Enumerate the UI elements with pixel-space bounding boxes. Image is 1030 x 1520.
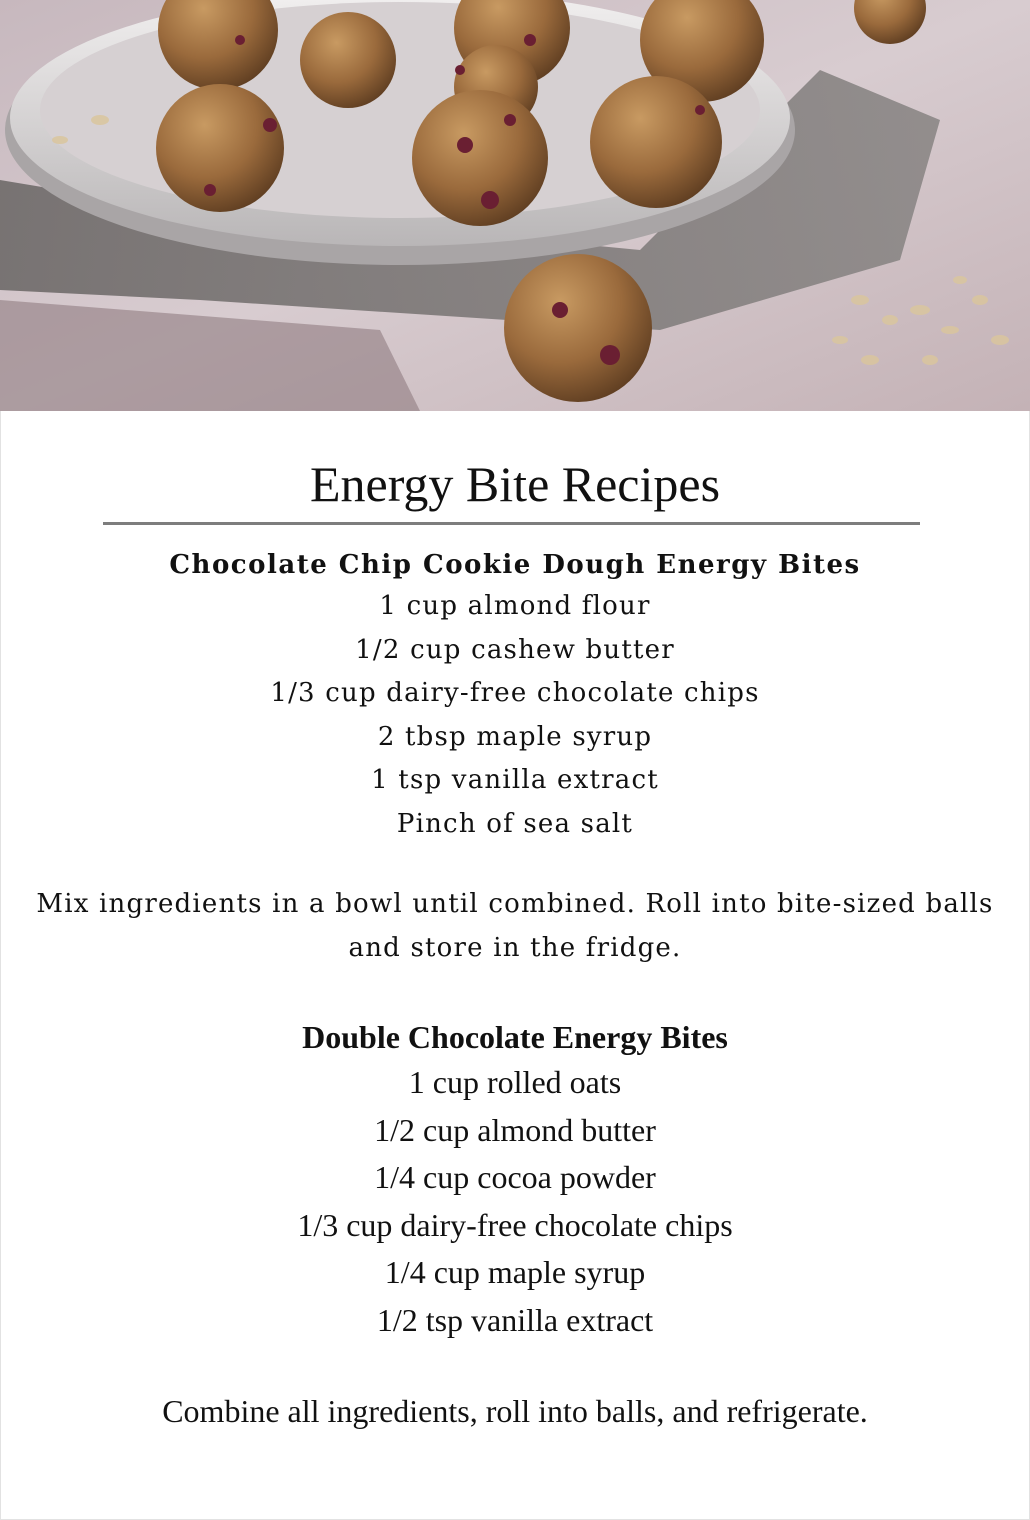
energy-bites-photo-illustration — [0, 0, 1030, 411]
ingredient-item: 1/2 tsp vanilla extract — [376, 1301, 654, 1338]
ingredient-item: 1 cup almond flour — [379, 591, 651, 621]
ingredient-item: 1/3 cup dairy-free chocolate chips — [270, 678, 760, 708]
page-title: Energy Bite Recipes — [309, 456, 721, 512]
ingredient-list — [0, 585, 1030, 846]
ingredient-item: 1/4 cup cocoa powder — [374, 1159, 656, 1195]
ingredient-item: 2 tbsp maple syrup — [377, 721, 653, 752]
ingredient-item: 1/2 cup almond butter — [374, 1111, 656, 1148]
recipe-title: Chocolate Chip Cookie Dough Energy Bites — [169, 550, 861, 580]
ingredient-item: 1/4 cup maple syrup — [384, 1254, 646, 1290]
ingredient-item: Pinch of sea salt — [396, 808, 634, 839]
title-divider — [103, 522, 920, 525]
ingredient-item: 1/3 cup dairy-free chocolate chips — [297, 1206, 733, 1243]
ingredient-list — [0, 1059, 1030, 1344]
recipe-instructions: Combine all ingredients, roll into balls, and refrigerate. — [162, 1393, 868, 1429]
recipe-card — [0, 1015, 1030, 1433]
recipe-card — [0, 545, 1030, 970]
hero-photo — [0, 0, 1030, 411]
ingredient-item: 1 cup rolled oats — [408, 1064, 622, 1100]
recipe-title: Double Chocolate Energy Bites — [302, 1019, 728, 1055]
ingredient-item: 1 tsp vanilla extract — [371, 765, 659, 795]
ingredient-item: 1/2 cup cashew butter — [355, 634, 675, 665]
recipe-instructions: Mix ingredients in a bowl until combined. Roll into bite-sized balls and store in the fridge. — [36, 889, 994, 963]
